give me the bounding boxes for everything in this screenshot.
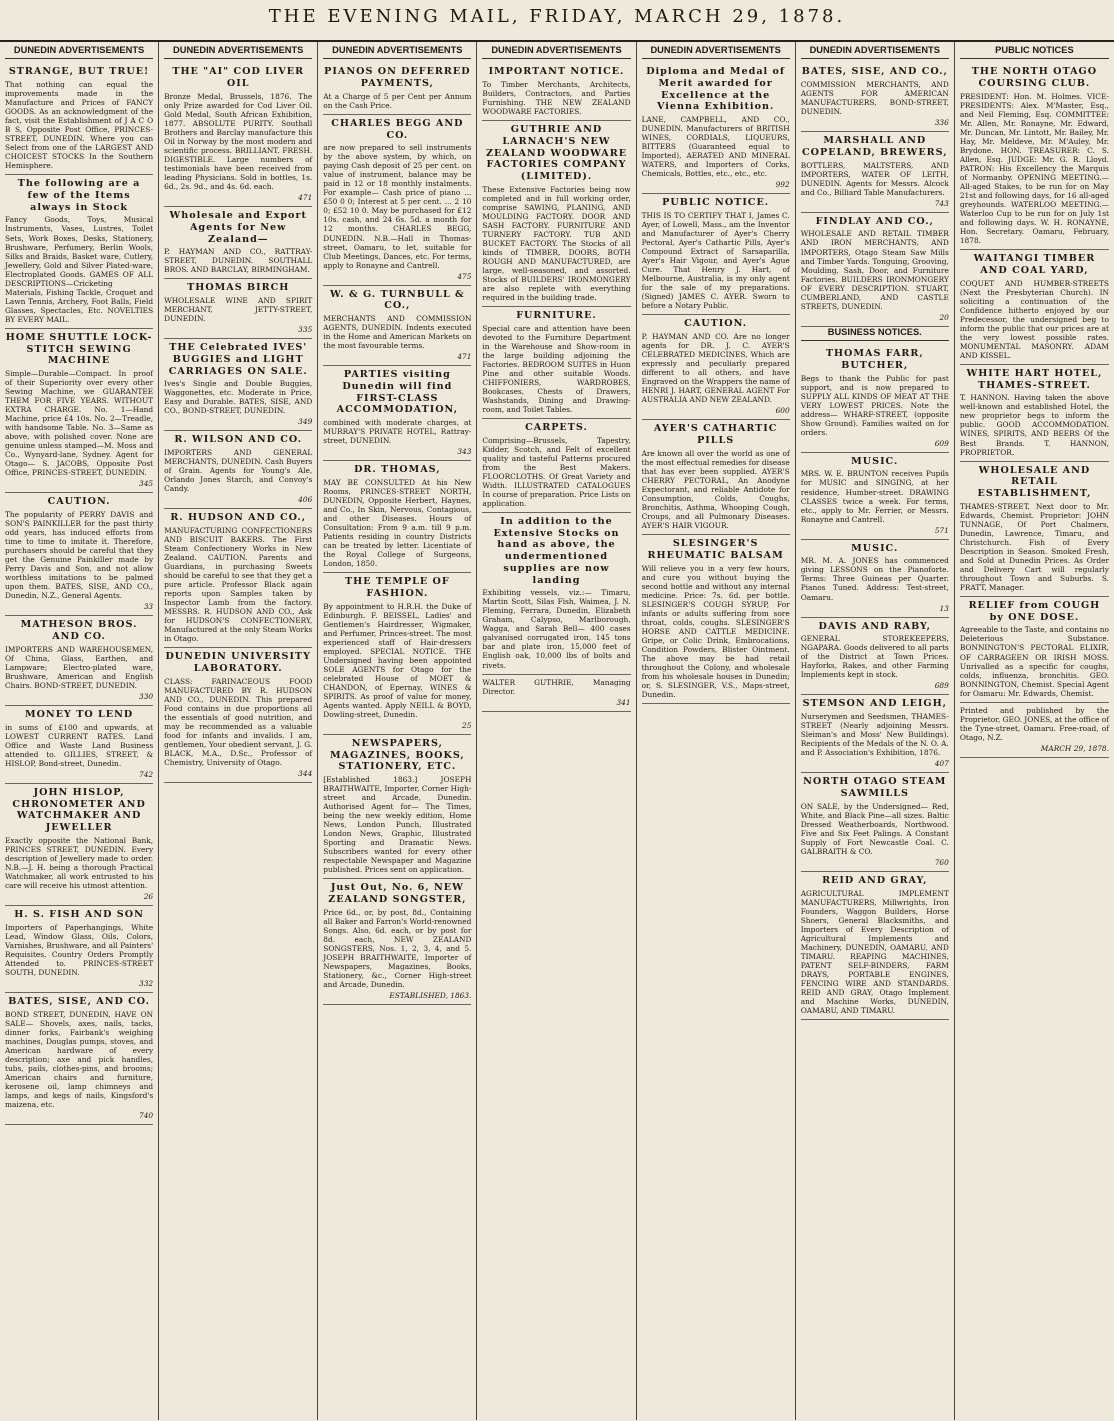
ad-number: 335 [298,325,313,335]
ad-title: THE TEMPLE OF FASHION. [344,576,450,599]
advertisement [323,366,471,461]
advertisement [5,329,153,494]
ad-text: That nothing can equal the improvements made in the Manufacture and Prices of FANCY GOODS. As an acknowledgment of the fact, visit the Establishment of J A C O B S, Opposite Post Office, PRINCES-STREET, DUNEDIN. Where you can Select from one of the LARGEST AND CHOICEST STOCKS In the Southern Hemisphere. [5,80,154,171]
ad-number: 13 [939,603,949,613]
advertisement [5,616,153,706]
ad-number: 689 [934,681,949,691]
ad-text: in sums of £100 and upwards, at LOWEST CURRENT RATES. Land Office and Waste Land Business attended to. GILLIES, STREET, & HISLOP, Bond-street, Dunedin. [5,722,154,768]
ad-text: AGRICULTURAL IMPLEMENT MANUFACTURERS, Millwrights, Iron Founders, Waggon Builders, Horse Shoers, General Blacksmiths, and Importers of Every Description of Agricultural Implements and Machinery, DUNEDIN, OAMARU, AND TIMARU. REAPING MACHINES, PATENT SELF-BINDERS, FARM DRAYS, PORTABLE ENGINES, FENCING WIRE AND STANDARDS. REID AND GRAY, Otago Implement and Machine Works, DUNEDIN, OAMARU, AND TIMARU. [800,888,949,1016]
ad-text: Will relieve you in a very few hours, and cure you without buying the second bottle and without any internal medicine. Price: 7s. 6d. per bottle. SLESINGER'S COUGH SYRUP, For infants or adults suffering from sore throat, colds, coughs. SLESINGER'S HORSE AND CATTLE MEDICINE. Gripe, or Colic Drink, Embrocations, Condition Powders, Blister Ointment. The above may be had retail throughout the Colony, and wholesale from his wholesale houses in Dunedin; or, S. SLESINGER, V.S., Maps-street, Dunedin. [641,563,790,699]
column-header: DUNEDIN ADVERTISEMENTS [5,45,153,59]
ad-text: [Established 1863.] JOSEPH BRAITHWAITE, Importer, Corner High-street and Arcade, Dunedin. Authorised Agent for— The Times, being the new weekly edition, Home News, London Punch, Illustrated London News, Graphic, Illustrated Sporting and Dramatic News. Subscribers wanted for every other respectable Newspaper and Magazine published. Prices sent on application. [323,775,472,875]
ad-title: Diploma and Medal of Merit awarded for Excellence at the Vienna Exhibition. [646,66,786,113]
ad-text: Price 6d., or, by post, 8d., Containing all Baker and Farron's World-renowned Songs. Also, 6d. each, or by post for 8d. each, NEW ZEALAND SONGSTERS, Nos. 1, 2, 3, 4, and 5. JOSEPH BRAITHWAITE, Importer of Newspapers, Magazines, Books, Stationery, &c., Corner High-street and Arcade, Dunedin. [323,907,472,990]
ad-title: DAVIS AND RABY, [818,620,931,632]
column-header: DUNEDIN ADVERTISEMENTS [323,45,471,59]
ad-text: Bronze Medal, Brussels, 1876. The only Prize awarded for Cod Liver Oil. Gold Medal, South African Exhibition, 1877. ABSOLUTE PURITY. Southall Brothers and Barclay manufacture this Oil in Norway by the most modern and scientific process. BRILLIANT. FRESH. DIGESTIBLE. Large numbers of testimonials have been received from leading Physicians. Sold in bottles, 1s. 6d., 2s. 9d., and 4s. 6d. each. [164,91,313,192]
advertisement [164,431,312,509]
ad-title: PIANOS ON DEFERRED PAYMENTS, [324,66,471,90]
ad-number: 344 [298,769,313,779]
ad-text: Agreeable to the Taste, and contains no Deleterious Substance. BONNINGTON'S PECTORAL ELIXIR, OF CARRAGEEN OR IRISH MOSS. Unrivalled as a specific for coughs, colds, influenza, bronchitis. GEO. BONNINGTON, Chemist. Special Agent for Oamaru: Mr. Edwards, Chemist. [959,625,1109,698]
ad-number: 609 [934,438,949,448]
advertisement [323,735,471,879]
advertisement [164,509,312,648]
ad-text: WHOLESALE WINE AND SPIRIT MERCHANT, JETTY-STREET, DUNEDIN. [164,296,313,324]
advertisement [482,675,630,712]
ad-text: WALTER GUTHRIE, Managing Director. [482,677,631,696]
ad-title: BATES, SISE, AND CO. [8,995,150,1007]
column-5 [637,42,796,1420]
advertisement [323,879,471,1005]
ad-number: ESTABLISHED, 1863. [389,991,472,1001]
ad-title: THE Celebrated IVES' BUGGIES and LIGHT CARRIAGES ON SALE. [168,342,308,377]
advertisement [164,339,312,431]
ad-number: MARCH 29, 1878. [1040,743,1109,753]
column-header: DUNEDIN ADVERTISEMENTS [642,45,790,59]
ad-text: Exhibiting vessels, viz.:— Timaru, Martin Scott, Silas Fish, Waimea, J. N. Fleming, Ferrara, Dunedin, Elizabeth Graham, Calypso, Marlborough, Wagga, and Sarah Bell— 400 cases galvanised corrugated iron, 145 tons bar and plate iron, 15,000 feet of English oak, 10,000 lbs of bolts and rivets. [482,588,631,670]
advertisement [642,194,790,315]
advertisement [323,63,471,114]
ad-title: AYER'S CATHARTIC PILLS [653,423,778,447]
ad-title: JOHN HISLOP, CHRONOMETER AND WATCHMAKER AND JEWELLER [12,786,146,833]
ad-title: REID AND GRAY, [822,874,928,886]
ad-title: R. HUDSON AND CO., [170,512,307,524]
advertisement [5,493,153,616]
ad-text: Special care and attention have been devoted to the Furniture Department in the Warehouse and Show-room in the large building adjoining the Factories. BEDROOM SUITES in Huon Pine and other suitable Woods. CHIFFONIERS, WARDROBES, Bookcases, Chests of Drawers, Washstands, Dining and Drawing-room, and Toilet Tables. [482,323,631,415]
ad-title: STRANGE, BUT TRUE! [8,66,150,78]
ad-text: Simple—Durable—Compact. In proof of their Superiority over every other Sewing Machine, we GUARANTEE THEM FOR FIVE YEARS. WITHOUT EXTRA CHARGE. No. 1—Hand Machine, price £4 10s. No. 2—Treadle, with handsome Table. No. 3—Same as above, with polished cover. None are genuine unless stamped—M. Moss and Co., Wynyard-lane, Sydney. Agent for Otago— S. JACOBS, Opposite Post Office, PRINCES-STREET, DUNEDIN. [5,368,154,478]
ad-text: P. HAYMAN AND CO. Are no longer agents for DR. J. C. AYER'S CELEBRATED MEDICINES, Which are expressly and peculiarly prepared different to all others, and have Engraved on the Wrappers the name of HENRI J. HART, GENERAL AGENT For AUSTRALIA AND NEW ZEALAND. [641,332,790,405]
advertisement [164,279,312,339]
ad-number: 20 [939,312,949,322]
ad-number: 330 [139,691,154,701]
masthead: THE EVENING MAIL, FRIDAY, MARCH 29, 1878. [0,0,1114,42]
advertisement [5,993,153,1125]
advertisement [5,706,153,784]
ad-title: HOME SHUTTLE LOCK-STITCH SEWING MACHINE [5,331,153,367]
ad-text: THIS IS TO CERTIFY THAT I, James C. Ayer, of Lowell, Mass., am the Inventor and Manufacturer of Ayer's Cherry Pectoral, Ayer's Cathartic Pills, Ayer's Compound Extract of Sarsaparilla, Ayer's Hair Vigour, and Ayer's Ague Cure. That Henry J. Hart, of Melbourne, Australia, is my only agent for the sale of my preparations. (Signed) JAMES C. AYER. Sworn to before a Notary Public. [641,211,790,311]
ad-text: COMMISSION MERCHANTS, AND AGENTS FOR AMERICAN MANUFACTURERS, BOND-STREET, DUNEDIN. [800,80,949,117]
ad-number: 25 [462,721,472,730]
ad-title: NORTH OTAGO STEAM SAWMILLS [803,776,947,800]
ad-title: CAUTION. [684,318,748,330]
ad-text: COQUET AND HUMBER-STREETS (Next the Presbyterian Church). IN soliciting a continuation of the Confidence hitherto enjoyed by our Predecessor, the undersigned beg to inform the public that our prices are at the very lowest possible rates. MONUMENTAL MASONRY. ADAM AND KISSEL. [959,278,1109,360]
ad-title: PARTIES visiting Dunedin will find FIRST-CLASS ACCOMMODATION, [336,369,459,416]
advertisement [960,365,1109,462]
advertisement [642,315,790,420]
ad-text: MANUFACTURING CONFECTIONERS AND BISCUIT BAKERS. The First Steam Confectionery Works in New Zealand. CAUTION. Parents and Guardians, in purchasing Sweets should be careful to see that they get a pure article. Professor Black again reports upon Samples taken by Inspector Lamb from the factory. MESSRS. R. HUDSON AND CO., Ask for HUDSON'S CONFECTIONERY, Manufactured at the only Steam Works in Otago. [164,526,313,644]
ad-title: THOMAS FARR, BUTCHER, [825,348,924,371]
ad-text: Ives's Single and Double Buggies, Waggonettes, etc. Moderate in Price, Easy and Durable. BATES, SISE, AND CO., BOND-STREET, DUNEDIN. [164,379,313,416]
ad-text: MAY BE CONSULTED At his New Rooms, PRINCES-STREET NORTH, DUNEDIN, Opposite Herbert, Haynes, and Co., In Skin, Nervous, Contagious, and other Diseases. Hours of Consultation: From 9 a.m. till 9 p.m. Patients residing in country Districts can be treated by letter. Licentiate of the Royal College of Surgeons, London, 1850. [323,477,472,569]
ad-title: The following are a few of the Items always in Stock [17,178,141,213]
advertisement [164,648,312,783]
column-header: PUBLIC NOTICES [960,45,1109,59]
advertisement [801,618,949,696]
advertisement [801,345,949,453]
ad-title: CAUTION. [47,496,111,508]
ad-text: BOTTLERS, MALTSTERS, AND IMPORTERS, WATER OF LEITH, DUNEDIN. Agents for Messrs. Alcock and Co., Billiard Table Manufacturers. [800,160,949,197]
columns [0,42,1114,1420]
ad-text: Nurserymen and Seedsmen, THAMES-STREET (Nearly adjoining Messrs. Sleiman's and Moss' New Buildings). Recipients of the Medals of the N. O. A. and P. Association's Exhibition, 1876. [800,712,949,758]
column-2 [159,42,318,1420]
ad-text: Are known all over the world as one of the most effectual remedies for disease that has ever been supplied. AYER'S CHERRY PECTORAL, An Anodyne Expectorant, and reliable Antidote for Consumption, Colds, Coughs, Bronchitis, Asthma, Whooping Cough, Croups, and all Pulmonary Diseases. AYER'S HAIR VIGOUR. [641,448,790,531]
ad-text: P. HAYMAN AND CO., RATTRAY-STREET, DUNEDIN. SOUTHALL BROS. AND BARCLAY, BIRMINGHAM. [164,247,313,275]
ad-title: CARPETS. [525,422,588,434]
advertisement [323,286,471,367]
ad-number: 760 [934,857,949,867]
ad-text: LANE, CAMPBELL, AND CO., DUNEDIN. Manufacturers of BRITISH WINES, CORDIALS, LIQUEURS, BITTERS (Guaranteed equal to Imported), AERATED AND MINERAL WATERS, and Importers of Corks, Chemicals, Bottles, etc., etc., etc. [641,115,790,179]
ad-title: WHITE HART HOTEL, THAMES-STREET. [966,367,1103,391]
column-7 [955,42,1114,1420]
advertisement [960,462,1109,597]
ad-title: THE NORTH OTAGO COURSING CLUB. [971,66,1098,90]
ad-text: GENERAL STOREKEEPERS, NGAPARA. Goods delivered to all parts of the District at Town Prices. Hayforks, Rakes, and other Farming Implements kept in stock. [800,634,949,680]
ad-title: GUTHRIE AND LARNACH'S NEW ZEALAND WOODWARE FACTORIES COMPANY (LIMITED). [485,124,628,182]
advertisement [323,461,471,573]
ad-title: FINDLAY AND CO., [815,215,934,227]
advertisement [801,872,949,1020]
advertisement [801,773,949,872]
advertisement [482,513,630,675]
ad-title: MATHESON BROS. AND CO. [20,619,138,643]
ad-number: 407 [934,759,949,769]
ad-number: 471 [457,352,472,362]
ad-title: THE "AI" COD LIVER OIL [172,66,305,90]
ad-title: In addition to the Extensive Stocks on hand as above, the undermentioned supplies are now landing [493,516,620,586]
ad-title: THOMAS BIRCH [187,282,290,294]
ad-text: T. HANNON. Having taken the above well-known and established Hotel, the new proprietor begs to inform the public. GOOD ACCOMMODATION. WINES, SPIRITS, AND BEERS Of the Best Brands. T. HANNON, PROPRIETOR. [959,393,1109,457]
column-header: DUNEDIN ADVERTISEMENTS [164,45,312,59]
ad-title: PUBLIC NOTICE. [662,197,770,209]
column-4 [477,42,636,1420]
ad-number: 471 [298,193,313,203]
ad-title: MONEY TO LEND [24,708,134,720]
advertisement [482,63,630,121]
ad-text: PRESIDENT: Hon. M. Holmes. VICE-PRESIDENTS: Alex. M'Master, Esq., and Neil Fleming, Esq. COMMITTEE: Mr. Allen, Mr. Ronayne, Mr. Edward, Mr. Duncan, Mr. Lintott, Mr. Bailey, Mr. Hay, Mr. Meldeve, Mr. M'Auley, Mr. Brydone. HON. TREASURER: C. S. Allen, Esq. JUDGE: Mr. G. R. Lloyd. PATRON: His Excellency the Marquis of Normanby. OPENING MEETING.—All-aged Stakes, to be run for on May 21st and following days, for 16 all-aged greyhounds. WATERLOO MEETING.—Waterloo Cup to be run for on July 1st and following days. W. H. RONAYNE, Hon. Secretary. Oamaru, February, 1878. [959,91,1109,246]
ad-number: 33 [143,602,154,612]
ad-title: IMPORTANT NOTICE. [488,66,625,78]
ad-text: IMPORTERS AND WAREHOUSEMEN, Of China, Glass, Earthen, and Lampware; Electro-plated ware, Brushware, American and English Chairs. BOND-STREET, DUNEDIN. [5,644,154,690]
ad-text: THAMES-STREET, Next door to Mr. Edwards, Chemist. Proprietor: JOHN TUNNAGE, Of Port Chalmers, Dunedin, Lawrence, Timaru, and Christchurch. Fish of Every Description in Season. Smoked Fresh, and Sold at Dunedin Prices. As Order and Delivery Cart will regularly throughout Town and Suburbs. S. PRATT, Manager. [959,501,1109,592]
ad-title: MUSIC. [851,542,899,554]
ad-title: W. & G. TURNBULL & CO., [329,288,465,312]
ad-title: RELIEF from COUGH by ONE DOSE. [968,600,1101,623]
ad-title: MUSIC. [851,455,899,467]
advertisement [642,535,790,704]
ad-text: combined with moderate charges, at MURRAY'S PRIVATE HOTEL, Rattray-street, DUNEDIN. [323,418,472,446]
advertisement [642,420,790,535]
column-1 [0,42,159,1420]
advertisement [801,213,949,327]
ad-number: 26 [143,891,154,901]
ad-number: 571 [934,525,949,535]
column-6 [796,42,955,1420]
advertisement [801,540,949,618]
advertisement [323,115,471,286]
column-header: DUNEDIN ADVERTISEMENTS [801,45,949,59]
advertisement [5,784,153,906]
ad-text: CLASS: FARINACEOUS FOOD MANUFACTURED BY R. HUDSON AND CO., DUNEDIN. This prepared Food contains in due proportions all the essentials of good nutrition, and may be recommended as a valuable food for infants and invalids. I am, gentlemen, Your obedient servant, J. G. BLACK, M.A., D.Sc., Professor of Chemistry, University of Otago. [164,676,313,768]
ad-number: 341 [616,697,631,707]
ad-text: At a Charge of 5 per Cent per Annum on the Cash Price. [323,91,472,110]
ad-title: H. S. FISH AND SON [14,908,144,920]
ad-title: FURNITURE. [516,310,597,322]
column-header: DUNEDIN ADVERTISEMENTS [482,45,630,59]
section-header: BUSINESS NOTICES. [801,327,949,341]
ad-number: 343 [457,447,472,457]
ad-number: 349 [298,417,313,427]
advertisement [960,250,1109,365]
ad-text: MRS. W. E. BRUNTON receives Pupils for MUSIC and SINGING, at her residence, Humber-street. DRAWING CLASSES twice a week. For terms, etc., apply to Mr. Ferrier, or Messrs. Ronayne and Cantrell. [800,469,949,524]
ad-text: Comprising—Brussels, Tapestry, Kidder, Scotch, and Felt of excellent quality and tasteful Patterns procured from the Best Makers. FLOORCLOTHS. Of Great Variety and Width. ILLUSTRATED CATALOGUES In course of preparation. Price Lists on application. [482,435,631,509]
ad-title: Just Out, No. 6, NEW ZEALAND SONGSTER, [328,882,467,906]
advertisement [960,63,1109,250]
ad-text: Fancy Goods, Toys, Musical Instruments, Vases, Lustres, Toilet Sets, Work Boxes, Desks, Stationery, Brushware, Perfumery, Berlin Wools, Silks and Braids, Basket ware, Cutlery, Jewellery, Gold and Silver Plated-ware, Electroplated Goods. GAMES OF ALL DESCRIPTIONS—Cricketing Materials, Fishing Tackle, Croquet and Lawn Tennis, Archery, Foot Balls, Field Glasses, Spectacles, Etc. NOVELTIES BY EVERY MAIL. [5,215,154,324]
ad-title: Wholesale and Export Agents for New Zealand— [169,210,307,245]
ad-number: 743 [934,198,949,208]
ad-text: WHOLESALE AND RETAIL TIMBER AND IRON MERCHANTS, AND IMPORTERS, Otago Steam Saw Mills and Timber Yards. Tonguing, Grooving, Moulding, Sash, Door, and Furniture Factories. BUILDERS IRONMONGERY OF EVERY DESCRIPTION. STUART, CUMBERLAND, AND CASTLE STREETS, DUNEDIN. [800,229,949,311]
ad-title: DUNEDIN UNIVERSITY LABORATORY. [165,651,311,675]
ad-title: CHARLES BEGG AND CO. [331,117,464,141]
advertisement [482,307,630,419]
ad-text: To Timber Merchants, Architects, Builders, Contractors, and Parties Furnishing. THE NEW ZEALAND WOODWARE FACTORIES. [482,80,631,117]
ad-text: Importers of Paperhangings, White Lead, Window Glass, Oils, Colors, Varnishes, Brushware, and all Painters' Requisites. Country Orders Promptly Attended to. PRINCES-STREET SOUTH, DUNEDIN. [5,922,154,977]
ad-title: NEWSPAPERS, MAGAZINES, BOOKS, STATIONERY, ETC. [329,738,465,773]
advertisement [323,573,471,735]
advertisement [801,63,949,132]
ad-title: BATES, SISE, AND CO., [801,66,948,78]
ad-number: 332 [139,978,154,988]
ad-number: 600 [775,406,790,416]
ad-title: STEMSON AND LEIGH, [802,698,947,710]
ad-text: Exactly opposite the National Bank, PRINCES STREET, DUNEDIN. Every description of Jewellery made to order. N.B.—J. H. being a thorough Practical Watchmaker, all work entrusted to his care will receive his utmost attention. [5,835,154,890]
advertisement [801,132,949,213]
ad-text: ON SALE, by the Undersigned— Red, White, and Black Pine—all sizes. Baltic Dressed Weatherboards, Northwood. Five and Six Feet Palings. A Constant Supply of Fort Newcastle Coal. C. GALBRAITH & CO. [800,801,949,856]
advertisement [801,695,949,773]
ad-title: WAITANGI TIMBER AND COAL YARD, [973,253,1096,276]
ad-number: 740 [139,1110,154,1120]
advertisement [5,906,153,993]
advertisement [164,63,312,207]
advertisement [801,453,949,540]
ad-text: These Extensive Factories being now completed and in full working order, comprise SAWING, PLANING, AND MOULDING FACTORY. DOOR AND SASH FACTORY. FURNITURE AND TURNERY FACTORY. TUB AND BUCKET FACTORY. The Stocks of all kinds of TIMBER, DOORS, BOTH ROUGH AND MANUFACTURED, are large, well-seasoned, and assorted. Stocks of BUILDERS' IRONMONGERY are also replete with everything required in the building trade. [482,184,631,303]
ad-number: 992 [775,180,790,190]
ad-text: Begs to thank the Public for past support, and is now prepared to SUPPLY ALL KINDS OF MEAT AT THE VERY LOWEST PRICES. Note the address— WHARF-STREET, (opposite Show Ground). Families waited on for orders. [800,373,949,437]
advertisement [642,63,790,194]
ad-number: 742 [139,769,154,779]
ad-title: DR. THOMAS, [354,464,441,476]
ad-title: WHOLESALE AND RETAIL ESTABLISHMENT, [977,464,1092,499]
ad-title: R. WILSON AND CO. [174,434,303,446]
ad-number: 406 [298,495,313,505]
advertisement [5,175,153,328]
advertisement [5,63,153,175]
ad-text: MR. M. A. JONES has commenced giving LESSONS on the Pianoforte. Terms: Three Guineas per Quarter. Pianos Tuned. Address: Test-street, Oamaru. [800,556,949,602]
ad-number: 336 [934,118,949,128]
ad-text: BOND STREET, DUNEDIN, HAVE ON SALE— Shovels, axes, nails, tacks, dinner forks, Fairbank's weighing machines, Douglas pumps, stoves, and American hardware of every description; axe and pick handles, tubs, pails, clothes-pins, and brooms; American chairs and furniture, kerosene oil, lamp chimneys and lamps, and kegs of nails, Kingsford's maizena, etc. [5,1009,154,1109]
ad-text: are now prepared to sell instruments by the above system, by which, on paying Cash deposit of 25 per cent. on value of instrument, balance may be paid in 12 or 18 monthly instalments. For example— Cash price of piano ... £50 0 0; Interest at 5 per cent. ... 2 10 0; £52 10 0. May be purchased for £12 10s. cash, and 24 6s. 5d. a month for 12 months. CHARLES BEGG, DUNEDIN. N.B.—Hall in Thomas-street, Oamaru, to let, suitable for Club Meetings, Dances, etc. For terms, apply to Ronayne and Cantrell. [323,143,472,270]
advertisement [482,121,630,307]
ad-text: Printed and published by the Proprietor, GEO. JONES, at the office of the Tyne-street, Oamaru. Free-road, of Otago, N.Z. [959,705,1109,742]
ad-text: By appointment to H.R.H. the Duke of Edinburgh. F. BEISSEL, Ladies' and Gentlemen's Hairdresser, Wigmaker, and Perfumer, Princes-street. The most experienced staff of Hair-dressers employed. SPECIAL NOTICE. THE Undersigned having been appointed SOLE AGENTS for Otago for the celebrated House of MOET & CHANDON, of Epernay, WINES & SPIRITS. As proof of value for money, Agents wanted. Apply NEILL & BOYD, Dowling-street, Dunedin. [323,601,472,719]
ad-number: 475 [457,271,472,281]
ad-number: 345 [139,479,154,489]
ad-title: MARSHALL AND COPELAND, BREWERS, [802,135,948,158]
ad-text: MERCHANTS AND COMMISSION AGENTS, DUNEDIN. Indents executed in the Home and American Markets on the most favourable terms. [323,314,472,351]
advertisement [164,207,312,279]
ad-title: SLESINGER'S RHEUMATIC BALSAM [647,538,784,561]
advertisement [482,419,630,513]
column-3 [318,42,477,1420]
advertisement [960,597,1109,703]
advertisement [960,703,1109,758]
ad-text: The popularity of PERRY DAVIS and SON'S PAINKILLER for the past thirty odd years, has induced efforts from time to time to imitate it. Therefore, purchasers should be careful that they get the Genuine Painkiller made by Perry Davis and Son, and not allow worthless imitations to be palmed upon them. BATES, SISE, AND CO., Dunedin, N.Z., General Agents. [5,510,154,601]
ad-text: IMPORTERS AND GENERAL MERCHANTS, DUNEDIN. Cash Buyers of Grain. Agents for Young's Ale, Orlando Jones Starch, and Convoy's Candy. [164,448,313,494]
